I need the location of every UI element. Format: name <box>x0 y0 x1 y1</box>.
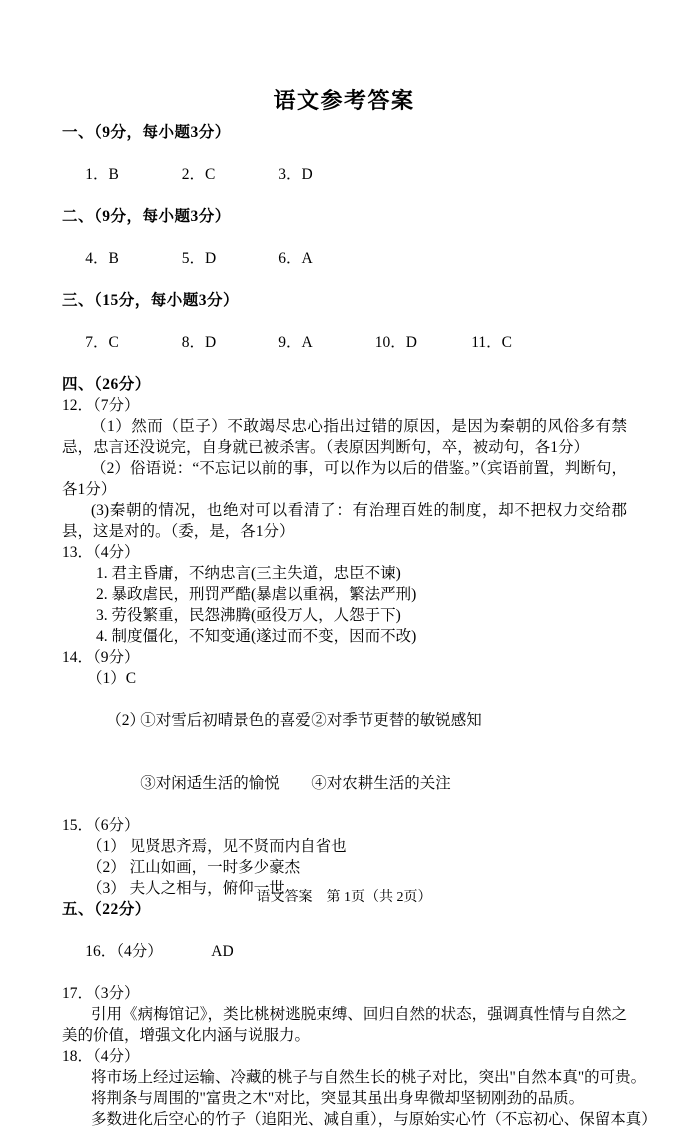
answer-q11: 11．C <box>471 334 513 351</box>
answer-q2: 2．C <box>181 166 216 183</box>
q16-answer: AD <box>211 943 234 960</box>
q14-part2-row1 <box>62 689 627 752</box>
q14-part2-prefix: （2） <box>106 712 146 729</box>
q18-line-2: 将荆条与周围的"富贵之木"对比，突显其虽出身卑微却坚韧刚劲的品质。 <box>91 1090 585 1107</box>
q13-point-1: 1. 君主昏庸，不纳忠言(三主失道，忠臣不谏) <box>96 565 401 582</box>
answer-q9: 9．A <box>278 334 313 351</box>
q16-label: 16．（4分） <box>85 943 163 960</box>
answer-row-q7-q11 <box>62 311 627 374</box>
answer-q6: 6．A <box>278 250 313 267</box>
q14-option-4: ④对农耕生活的关注 <box>311 775 451 792</box>
q13-point-2: 2. 暴政虐民，刑罚严酷(暴虐以重祸，繁法严刑) <box>96 586 417 603</box>
section-1-heading: 一、（9分，每小题3分） <box>62 124 231 141</box>
q14-part2-row2 <box>62 752 627 815</box>
q14-option-3: ③对闲适生活的愉悦 <box>140 775 280 792</box>
q13-label: 13．（4分） <box>62 544 140 561</box>
section-2-heading: 二、（9分，每小题3分） <box>62 208 231 225</box>
q18-line-1: 将市场上经过运输、冷藏的桃子与自然生长的桃子对比，突出"自然本真"的可贵。 <box>91 1069 647 1086</box>
q18-label: 18．（4分） <box>62 1048 140 1065</box>
section-3-heading: 三、（15分，每小题3分） <box>62 292 240 309</box>
q13-point-4: 4. 制度僵化，不知变通(遂过而不变，因而不改) <box>96 628 417 645</box>
q15-line-1: （1） 见贤思齐焉，见不贤而内自省也 <box>87 838 347 855</box>
q16-row <box>62 920 627 983</box>
q14-label: 14．（9分） <box>62 649 140 666</box>
q12-answer-2: （2）俗语说：“不忘记以前的事，可以作为以后的借鉴。”（宾语前置，判断句，各1分） <box>62 460 627 498</box>
answer-row-q1-q3 <box>62 143 627 206</box>
page-footer: 语文答案 第 1页（共 2页） <box>256 890 432 905</box>
answer-q3: 3．D <box>278 166 313 183</box>
q15-label: 15．（6分） <box>62 817 140 834</box>
answer-row-q4-q6 <box>62 227 627 290</box>
q12-label: 12．（7分） <box>62 397 140 414</box>
answer-q7: 7．C <box>85 334 119 351</box>
q14-option-2: ②对季节更替的敏锐感知 <box>311 712 482 729</box>
document-body <box>62 122 657 1130</box>
answer-q1: 1．B <box>85 166 119 183</box>
q18-line-3: 多数进化后空心的竹子（追阳光、减自重），与原始实心竹（不忘初心、保留本真） <box>91 1111 657 1128</box>
answer-q5: 5．D <box>181 250 217 267</box>
q13-point-3: 3. 劳役繁重，民怨沸腾(亟役万人，人怨于下) <box>96 607 401 624</box>
section-5-heading: 五、（22分） <box>62 901 151 918</box>
answer-q8: 8．D <box>181 334 217 351</box>
q12-answer-3: (3)秦朝的情况，也绝对可以看清了：有治理百姓的制度，却不把权力交给郡县，这是对的。（委，是，各1分） <box>62 502 627 540</box>
q15-line-2: （2） 江山如画，一时多少豪杰 <box>87 859 301 876</box>
q14-option-1: ①对雪后初晴景色的喜爱 <box>140 712 311 729</box>
q12-answer-1: （1）然而（臣子）不敢竭尽忠心指出过错的原因，是因为秦朝的风俗多有禁忌，忠言还没说完，自身就已被杀害。（表原因判断句，卒，被动句，各1分） <box>62 418 627 456</box>
q14-part1-answer: （1）C <box>87 670 137 687</box>
answer-q4: 4．B <box>85 250 119 267</box>
q17-label: 17．（3分） <box>62 985 140 1002</box>
page-title: 语文参考答案 <box>273 88 415 113</box>
section-4-heading: 四、（26分） <box>62 376 151 393</box>
answer-q10: 10．D <box>374 334 417 351</box>
q15-line-3: （3） 夫人之相与，俯仰一世 <box>87 880 285 897</box>
q17-answer: 引用《病梅馆记》，类比桃树逃脱束缚、回归自然的状态，强调真性情与自然之美的价值，增强文化内涵与说服力。 <box>62 1006 627 1044</box>
